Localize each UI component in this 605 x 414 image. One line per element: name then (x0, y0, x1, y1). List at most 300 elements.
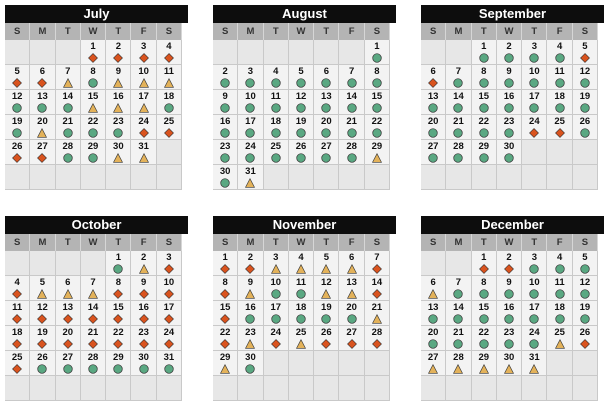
day-cell[interactable] (106, 40, 131, 65)
day-cell[interactable] (5, 140, 30, 165)
day-number: 19 (579, 91, 591, 102)
day-cell[interactable] (339, 65, 364, 90)
day-cell[interactable] (106, 326, 131, 351)
weekday-header: W (497, 23, 522, 40)
day-cell[interactable] (421, 115, 446, 140)
circle-icon (296, 314, 306, 324)
day-cell[interactable] (81, 115, 106, 140)
day-number: 7 (90, 277, 96, 288)
day-cell[interactable] (56, 301, 81, 326)
day-number: 1 (115, 252, 121, 263)
weekday-header: M (238, 23, 263, 40)
day-cell[interactable] (157, 251, 182, 276)
circle-icon (580, 128, 590, 138)
weekday-header: F (131, 23, 156, 40)
day-cell[interactable] (446, 65, 471, 90)
day-cell[interactable] (213, 65, 238, 90)
day-number: 21 (453, 116, 464, 127)
day-cell[interactable] (522, 326, 547, 351)
circle-icon (296, 289, 306, 299)
day-cell[interactable] (365, 65, 390, 90)
day-cell[interactable] (81, 90, 106, 115)
day-number: 18 (554, 302, 565, 313)
day-cell[interactable] (131, 276, 156, 301)
day-cell[interactable] (547, 276, 572, 301)
day-cell[interactable] (547, 251, 572, 276)
triangle-icon (220, 364, 230, 374)
empty-cell (30, 165, 55, 190)
day-cell[interactable] (30, 301, 55, 326)
circle-icon (12, 128, 22, 138)
day-cell[interactable] (365, 90, 390, 115)
day-cell[interactable] (238, 90, 263, 115)
day-cell[interactable] (339, 90, 364, 115)
day-cell[interactable] (264, 65, 289, 90)
empty-cell (157, 165, 182, 190)
triangle-icon (63, 289, 73, 299)
day-cell[interactable] (238, 301, 263, 326)
day-cell[interactable] (213, 90, 238, 115)
day-cell[interactable] (547, 301, 572, 326)
day-cell[interactable] (472, 301, 497, 326)
diamond-icon (580, 53, 590, 63)
day-number: 22 (113, 327, 124, 338)
diamond-icon (63, 314, 73, 324)
day-cell[interactable] (157, 115, 182, 140)
day-cell[interactable] (264, 90, 289, 115)
day-cell[interactable] (56, 351, 81, 376)
day-cell[interactable] (30, 140, 55, 165)
day-cell[interactable] (472, 65, 497, 90)
day-cell[interactable] (497, 251, 522, 276)
day-cell[interactable] (547, 65, 572, 90)
day-cell[interactable] (157, 301, 182, 326)
day-number: 3 (140, 41, 147, 52)
day-cell[interactable] (56, 115, 81, 140)
day-cell[interactable] (289, 326, 314, 351)
day-cell[interactable] (5, 115, 30, 140)
day-cell[interactable] (264, 301, 289, 326)
day-cell[interactable] (497, 326, 522, 351)
day-number: 8 (481, 66, 487, 77)
day-cell[interactable] (472, 351, 497, 376)
circle-icon (504, 78, 514, 88)
day-cell[interactable] (573, 251, 598, 276)
empty-cell (106, 376, 131, 401)
day-number: 16 (219, 116, 231, 127)
day-cell[interactable] (421, 140, 446, 165)
triangle-icon (321, 289, 331, 299)
day-number: 25 (554, 116, 565, 127)
day-cell[interactable] (314, 276, 339, 301)
day-cell[interactable] (472, 90, 497, 115)
day-cell[interactable] (213, 351, 238, 376)
circle-icon (504, 128, 514, 138)
day-number: 25 (295, 327, 307, 338)
day-cell[interactable] (157, 351, 182, 376)
day-number: 10 (138, 66, 149, 77)
day-cell[interactable] (238, 115, 263, 140)
day-cell[interactable] (213, 326, 238, 351)
circle-icon (428, 339, 438, 349)
day-number: 25 (11, 352, 23, 363)
diamond-icon (164, 314, 174, 324)
day-cell[interactable] (238, 65, 263, 90)
day-cell[interactable] (472, 140, 497, 165)
day-cell[interactable] (573, 90, 598, 115)
day-number: 4 (556, 41, 563, 52)
weekday-header: T (472, 23, 497, 40)
day-cell[interactable] (339, 115, 364, 140)
day-cell[interactable] (5, 326, 30, 351)
empty-cell (106, 165, 131, 190)
day-cell[interactable] (213, 140, 238, 165)
day-cell[interactable] (30, 351, 55, 376)
day-number: 20 (37, 116, 48, 127)
empty-cell (547, 140, 572, 165)
day-cell[interactable] (365, 276, 390, 301)
empty-cell (339, 165, 364, 190)
day-number: 21 (371, 302, 383, 313)
diamond-icon (139, 53, 149, 63)
day-cell[interactable] (314, 115, 339, 140)
day-cell[interactable] (421, 90, 446, 115)
day-cell[interactable] (339, 276, 364, 301)
day-cell[interactable] (30, 276, 55, 301)
circle-icon (453, 339, 463, 349)
day-cell[interactable] (472, 276, 497, 301)
weekday-header: F (547, 234, 572, 251)
day-number: 24 (245, 141, 256, 152)
empty-cell (573, 165, 598, 190)
day-cell[interactable] (131, 115, 156, 140)
empty-cell (421, 165, 446, 190)
circle-icon (479, 103, 489, 113)
day-cell[interactable] (81, 140, 106, 165)
day-cell[interactable] (289, 90, 314, 115)
day-cell[interactable] (522, 251, 547, 276)
day-cell[interactable] (339, 326, 364, 351)
empty-cell (131, 165, 156, 190)
day-cell[interactable] (497, 351, 522, 376)
day-cell[interactable] (522, 65, 547, 90)
day-cell[interactable] (81, 351, 106, 376)
day-cell[interactable] (56, 140, 81, 165)
day-number: 27 (427, 352, 439, 363)
empty-cell (213, 40, 238, 65)
triangle-icon (37, 289, 47, 299)
day-cell[interactable] (131, 90, 156, 115)
day-cell[interactable] (446, 115, 471, 140)
day-cell[interactable] (30, 90, 55, 115)
day-cell[interactable] (573, 65, 598, 90)
day-cell[interactable] (472, 40, 497, 65)
empty-cell (339, 376, 364, 401)
day-cell[interactable] (5, 65, 30, 90)
diamond-icon (220, 339, 230, 349)
day-number: 23 (503, 116, 515, 127)
month-title: July (5, 5, 188, 23)
day-number: 3 (247, 66, 254, 77)
day-cell[interactable] (213, 276, 238, 301)
day-cell[interactable] (106, 115, 131, 140)
day-cell[interactable] (522, 301, 547, 326)
empty-cell (421, 251, 446, 276)
day-cell[interactable] (497, 140, 522, 165)
day-cell[interactable] (106, 65, 131, 90)
day-cell[interactable] (365, 301, 390, 326)
day-cell[interactable] (573, 276, 598, 301)
day-cell[interactable] (573, 115, 598, 140)
month-title: September (421, 5, 604, 23)
circle-icon (164, 364, 174, 374)
empty-cell (30, 40, 55, 65)
day-cell[interactable] (446, 326, 471, 351)
day-cell[interactable] (522, 90, 547, 115)
day-number: 15 (219, 302, 231, 313)
day-number: 30 (113, 141, 124, 152)
day-number: 31 (245, 166, 256, 177)
day-number: 6 (39, 66, 46, 77)
day-cell[interactable] (213, 301, 238, 326)
day-number: 25 (270, 141, 282, 152)
circle-icon (321, 314, 331, 324)
day-cell[interactable] (421, 301, 446, 326)
weekday-header: S (213, 23, 238, 40)
day-cell[interactable] (365, 115, 390, 140)
day-cell[interactable] (56, 326, 81, 351)
empty-cell (81, 376, 106, 401)
day-cell[interactable] (30, 326, 55, 351)
circle-icon (321, 128, 331, 138)
day-cell[interactable] (157, 40, 182, 65)
day-cell[interactable] (5, 276, 30, 301)
day-cell[interactable] (522, 351, 547, 376)
day-cell[interactable] (131, 326, 156, 351)
day-cell[interactable] (106, 251, 131, 276)
day-cell[interactable] (131, 251, 156, 276)
day-cell[interactable] (314, 140, 339, 165)
day-cell[interactable] (81, 276, 106, 301)
empty-cell (289, 165, 314, 190)
day-cell[interactable] (547, 326, 572, 351)
diamond-icon (164, 128, 174, 138)
circle-icon (504, 153, 514, 163)
day-number: 23 (503, 327, 515, 338)
weekday-header: T (56, 23, 81, 40)
day-cell[interactable] (522, 276, 547, 301)
day-cell[interactable] (157, 326, 182, 351)
day-number: 23 (138, 327, 149, 338)
day-cell[interactable] (289, 115, 314, 140)
day-cell[interactable] (522, 115, 547, 140)
day-cell[interactable] (157, 276, 182, 301)
day-cell[interactable] (547, 115, 572, 140)
day-cell[interactable] (314, 301, 339, 326)
day-cell[interactable] (56, 65, 81, 90)
day-number: 18 (554, 91, 565, 102)
day-cell[interactable] (289, 65, 314, 90)
day-cell[interactable] (289, 140, 314, 165)
circle-icon (12, 103, 22, 113)
day-cell[interactable] (238, 326, 263, 351)
day-cell[interactable] (131, 65, 156, 90)
day-cell[interactable] (497, 276, 522, 301)
day-cell[interactable] (213, 165, 238, 190)
day-cell[interactable] (446, 140, 471, 165)
day-cell[interactable] (238, 251, 263, 276)
day-cell[interactable] (81, 65, 106, 90)
day-cell[interactable] (314, 251, 339, 276)
day-cell[interactable] (289, 276, 314, 301)
day-cell[interactable] (213, 251, 238, 276)
triangle-icon (245, 178, 255, 188)
day-cell[interactable] (446, 276, 471, 301)
circle-icon (37, 364, 47, 374)
triangle-icon (37, 128, 47, 138)
day-cell[interactable] (5, 351, 30, 376)
day-cell[interactable] (314, 65, 339, 90)
day-cell[interactable] (339, 301, 364, 326)
day-cell[interactable] (106, 140, 131, 165)
day-cell[interactable] (157, 65, 182, 90)
day-cell[interactable] (472, 251, 497, 276)
day-cell[interactable] (81, 40, 106, 65)
day-cell[interactable] (547, 90, 572, 115)
day-cell[interactable] (472, 326, 497, 351)
day-cell[interactable] (238, 351, 263, 376)
day-number: 14 (87, 302, 99, 313)
circle-icon (296, 128, 306, 138)
day-cell[interactable] (30, 115, 55, 140)
day-cell[interactable] (365, 251, 390, 276)
day-cell[interactable] (238, 165, 263, 190)
day-cell[interactable] (81, 326, 106, 351)
day-cell[interactable] (264, 115, 289, 140)
day-number: 24 (163, 327, 175, 338)
day-cell[interactable] (106, 276, 131, 301)
day-cell[interactable] (446, 301, 471, 326)
day-cell[interactable] (30, 65, 55, 90)
day-cell[interactable] (573, 40, 598, 65)
diamond-icon (88, 339, 98, 349)
day-cell[interactable] (365, 326, 390, 351)
day-number: 18 (295, 302, 307, 313)
circle-icon (245, 153, 255, 163)
day-cell[interactable] (547, 40, 572, 65)
day-cell[interactable] (497, 301, 522, 326)
day-cell[interactable] (81, 301, 106, 326)
day-cell[interactable] (264, 140, 289, 165)
day-cell[interactable] (264, 326, 289, 351)
day-cell[interactable] (157, 90, 182, 115)
day-cell[interactable] (497, 65, 522, 90)
day-cell[interactable] (131, 351, 156, 376)
circle-icon (372, 78, 382, 88)
day-number: 17 (529, 302, 540, 313)
diamond-icon (12, 314, 22, 324)
day-cell[interactable] (213, 115, 238, 140)
circle-icon (347, 103, 357, 113)
day-cell[interactable] (56, 90, 81, 115)
empty-cell (56, 251, 81, 276)
day-cell[interactable] (314, 90, 339, 115)
day-cell[interactable] (446, 90, 471, 115)
circle-icon (453, 153, 463, 163)
day-cell[interactable] (365, 40, 390, 65)
day-cell[interactable] (339, 140, 364, 165)
diamond-icon (580, 339, 590, 349)
day-cell[interactable] (339, 251, 364, 276)
day-cell[interactable] (106, 301, 131, 326)
day-cell[interactable] (5, 301, 30, 326)
circle-icon (529, 53, 539, 63)
day-cell[interactable] (131, 40, 156, 65)
day-cell[interactable] (289, 301, 314, 326)
day-cell[interactable] (497, 40, 522, 65)
day-cell[interactable] (264, 251, 289, 276)
circle-icon (113, 128, 123, 138)
day-cell[interactable] (131, 301, 156, 326)
day-cell[interactable] (421, 326, 446, 351)
month-september (421, 5, 604, 190)
diamond-icon (37, 78, 47, 88)
day-number: 18 (163, 91, 175, 102)
day-number: 11 (163, 66, 174, 77)
empty-cell (314, 40, 339, 65)
circle-icon (321, 103, 331, 113)
day-cell[interactable] (421, 351, 446, 376)
day-number: 7 (455, 66, 462, 77)
day-cell[interactable] (497, 90, 522, 115)
day-cell[interactable] (289, 251, 314, 276)
day-cell[interactable] (264, 276, 289, 301)
day-cell[interactable] (106, 351, 131, 376)
day-cell[interactable] (106, 90, 131, 115)
empty-cell (5, 376, 30, 401)
day-number: 14 (62, 91, 74, 102)
day-number: 16 (245, 302, 256, 313)
month-october (5, 216, 188, 401)
day-cell[interactable] (573, 326, 598, 351)
day-number: 27 (427, 141, 439, 152)
day-cell[interactable] (365, 140, 390, 165)
day-number: 6 (323, 66, 329, 77)
weekday-header: S (5, 23, 30, 40)
day-cell[interactable] (56, 276, 81, 301)
day-cell[interactable] (472, 115, 497, 140)
empty-cell (56, 40, 81, 65)
circle-icon (529, 264, 539, 274)
day-cell[interactable] (573, 301, 598, 326)
circle-icon (453, 128, 463, 138)
diamond-icon (479, 264, 489, 274)
day-cell[interactable] (522, 40, 547, 65)
triangle-icon (372, 153, 382, 163)
day-cell[interactable] (238, 276, 263, 301)
circle-icon (347, 128, 357, 138)
day-number: 9 (140, 277, 147, 288)
day-cell[interactable] (421, 276, 446, 301)
day-cell[interactable] (314, 326, 339, 351)
day-cell[interactable] (131, 140, 156, 165)
day-cell[interactable] (5, 90, 30, 115)
day-number: 3 (273, 252, 279, 263)
day-cell[interactable] (238, 140, 263, 165)
day-cell[interactable] (446, 351, 471, 376)
day-cell[interactable] (497, 115, 522, 140)
day-cell[interactable] (421, 65, 446, 90)
